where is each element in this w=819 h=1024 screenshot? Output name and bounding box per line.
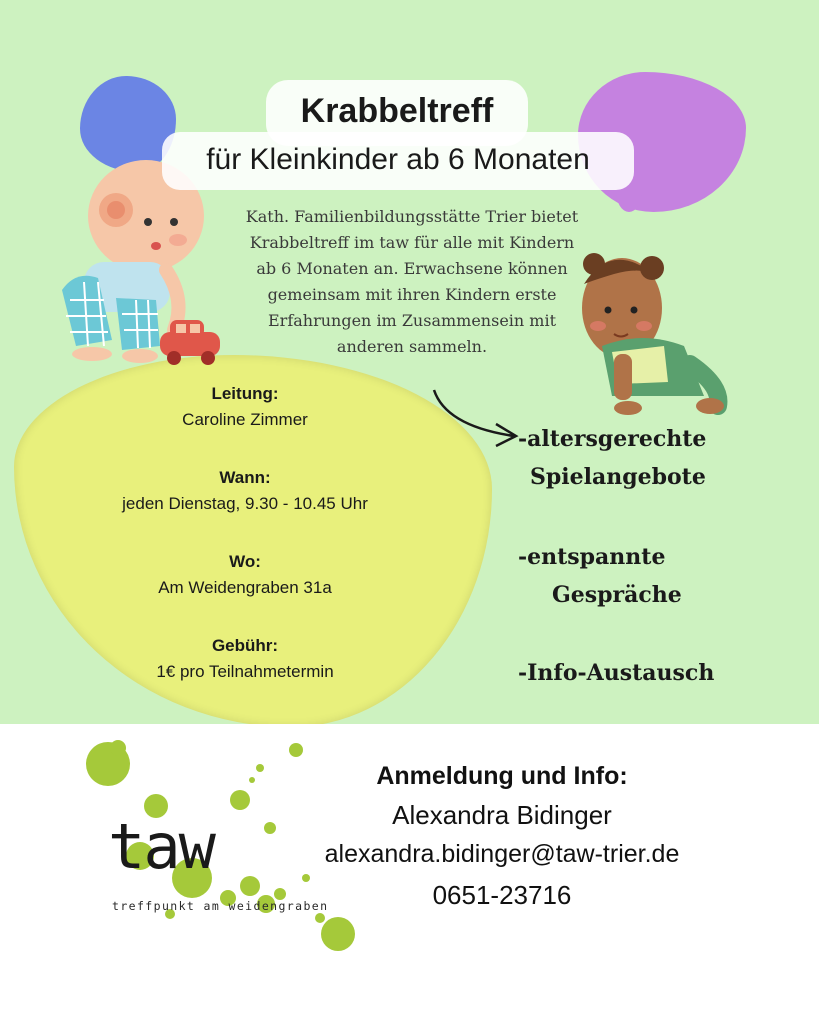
bullet-info-austausch: -Info-Austausch [518,660,715,686]
intro-line: anderen sammeln. [336,337,488,356]
taw-logo-tagline: treffpunkt am weidengraben [112,899,329,913]
bullet-entspannte: -entspannte [518,544,666,570]
info-value: 1€ pro Teilnahmetermin [156,662,334,681]
bullet-altersgerechte: -altersgerechte [518,426,707,452]
intro-line: ab 6 Monaten an. Erwachsene können [256,259,568,278]
contact-name: Alexandra Bidinger [392,800,612,830]
poster-title: Krabbeltreff [300,92,494,130]
intro-line: Erfahrungen im Zusammensein mit [267,311,557,330]
info-value: Am Weidengraben 31a [158,578,332,597]
contact-phone: 0651-23716 [432,880,572,910]
info-leitung [70,384,420,430]
info-gebuehr [70,636,420,682]
info-label: Wann: [219,468,271,487]
intro-line: Kath. Familienbildungsstätte Trier bietet [245,207,579,226]
info-label: Gebühr: [211,636,279,655]
info-wann [70,468,420,514]
bullet-gespraeche: Gespräche [552,582,682,608]
intro-line: gemeinsam mit ihren Kindern erste [267,285,557,304]
intro-paragraph [222,204,602,360]
info-value: jeden Dienstag, 9.30 - 10.45 Uhr [122,494,368,513]
bullet-spielangebote: Spielangebote [530,464,706,490]
info-label: Leitung: [211,384,279,403]
info-label: Wo: [229,552,261,571]
poster-subtitle: für Kleinkinder ab 6 Monaten [206,143,590,176]
taw-logo-wordmark: taw [108,810,214,883]
contact-email-link[interactable]: alexandra.bidinger@taw-trier.de [324,840,680,868]
contact-heading: Anmeldung und Info: [376,762,628,790]
info-value: Caroline Zimmer [182,410,308,429]
intro-line: Krabbeltreff im taw für alle mit Kindern [249,233,575,252]
curved-arrow-icon [426,384,526,454]
info-wo [70,552,420,598]
